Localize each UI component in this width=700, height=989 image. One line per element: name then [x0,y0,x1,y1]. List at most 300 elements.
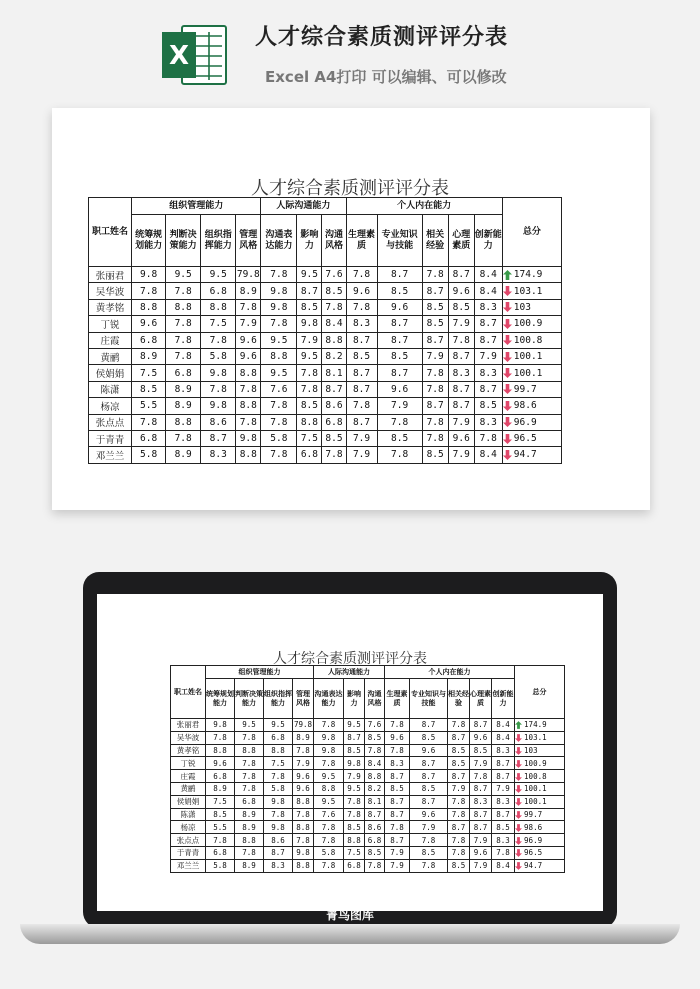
table-row [89,283,562,299]
score-cell: 8.5 [322,430,346,446]
table-row [89,447,562,463]
score-cell: 7.8 [448,846,470,859]
score-cell: 5.8 [261,430,297,446]
score-cell: 7.8 [314,719,344,732]
total-value: 94.7 [524,861,543,871]
total-cell [515,719,565,732]
score-cell: 5.8 [132,447,166,463]
score-cell: 7.8 [322,447,346,463]
score-cell: 7.8 [385,744,410,757]
score-cell: 8.3 [492,795,515,808]
arrow-down-icon [515,811,522,819]
score-cell: 7.8 [235,770,264,783]
total-value: 103 [513,301,531,313]
score-cell: 79.8 [236,267,261,283]
employee-name: 庄霞 [171,770,206,783]
score-cell: 7.8 [365,859,385,872]
arrow-down-icon [503,335,512,345]
score-cell: 9.8 [201,398,236,414]
score-cell: 9.6 [206,757,235,770]
score-cell: 7.8 [261,447,297,463]
score-cell: 9.5 [314,770,344,783]
column-header: 统筹规划能力 [206,679,235,719]
score-cell: 7.8 [422,267,448,283]
column-header: 心理素质 [470,679,492,719]
score-cell: 8.4 [492,859,515,872]
score-cell: 8.7 [448,770,470,783]
table-row [89,267,562,283]
score-cell: 6.8 [206,846,235,859]
total-value: 174.9 [524,720,547,730]
score-cell: 8.3 [346,316,377,332]
score-cell: 8.7 [474,381,502,397]
score-cell: 7.8 [344,808,365,821]
score-cell: 7.9 [385,859,410,872]
score-cell: 6.8 [206,770,235,783]
score-cell: 5.5 [206,821,235,834]
score-cell: 8.7 [410,757,448,770]
total-value: 96.9 [513,416,537,428]
score-cell: 9.8 [236,430,261,446]
score-cell: 7.8 [422,430,448,446]
score-cell: 7.9 [346,430,377,446]
arrow-down-icon [515,734,522,742]
score-cell: 7.8 [166,348,201,364]
arrow-down-icon [503,401,512,411]
total-value: 100.9 [524,758,547,768]
score-cell: 8.5 [422,447,448,463]
employee-name: 黄鹂 [171,782,206,795]
score-cell: 7.9 [448,447,474,463]
employee-name: 张点点 [89,414,132,430]
table-row [89,365,562,381]
score-cell: 79.8 [293,720,313,730]
score-cell: 8.7 [448,381,474,397]
total-cell [515,744,565,757]
score-cell: 8.5 [410,731,448,744]
score-cell: 7.8 [322,299,346,315]
score-cell: 9.6 [470,731,492,744]
score-cell: 9.6 [346,283,377,299]
score-cell: 8.5 [377,348,422,364]
score-cell: 7.5 [297,430,322,446]
score-cell: 7.8 [314,834,344,847]
score-cell: 7.9 [297,332,322,348]
table-row [171,757,565,770]
score-cell: 7.8 [314,821,344,834]
score-cell: 6.8 [322,414,346,430]
score-cell: 9.5 [261,332,297,348]
score-cell: 7.8 [377,414,422,430]
score-cell: 8.5 [448,299,474,315]
score-cell: 8.8 [293,795,314,808]
employee-name: 黄鹂 [89,348,132,364]
score-cell: 7.9 [385,846,410,859]
score-cell: 8.7 [385,770,410,783]
score-cell: 8.8 [261,348,297,364]
arrow-down-icon [503,368,512,378]
column-header: 心理素质 [448,215,474,267]
score-cell: 6.8 [201,283,236,299]
score-cell: 8.7 [365,808,385,821]
total-cell [502,430,561,446]
score-cell: 8.8 [264,744,293,757]
arrow-down-icon [515,849,522,857]
table-row [171,782,565,795]
total-value: 98.6 [524,822,543,832]
group-header: 人际沟通能力 [314,666,385,679]
score-cell: 8.5 [474,398,502,414]
total-value: 174.9 [513,269,543,281]
score-cell: 8.5 [448,757,470,770]
score-cell: 8.8 [132,299,166,315]
score-cell: 8.7 [346,332,377,348]
employee-name: 邓兰兰 [89,447,132,463]
table-row [171,821,565,834]
employee-name: 侯娟娟 [89,365,132,381]
employee-name: 张丽君 [171,719,206,732]
table-row [89,332,562,348]
score-cell: 8.8 [201,299,236,315]
score-cell: 8.7 [492,757,515,770]
column-header: 创新能力 [492,679,515,719]
total-value: 98.6 [513,400,537,412]
score-cell: 6.8 [235,795,264,808]
table-row [89,348,562,364]
score-cell: 8.8 [297,414,322,430]
score-cell: 7.9 [346,447,377,463]
score-cell: 8.7 [492,808,515,821]
score-cell: 8.7 [448,398,474,414]
score-cell: 7.8 [293,834,314,847]
score-cell: 8.6 [264,834,293,847]
arrow-down-icon [515,773,522,781]
score-cell: 8.1 [365,795,385,808]
total-header: 总分 [502,198,561,267]
table-row [89,299,562,315]
score-cell: 7.9 [492,782,515,795]
score-cell: 7.8 [261,316,297,332]
arrow-down-icon [503,384,512,394]
score-cell: 7.9 [344,770,365,783]
arrow-down-icon [515,837,522,845]
score-cell: 8.4 [322,316,346,332]
score-cell: 9.6 [132,316,166,332]
score-cell: 8.7 [410,770,448,783]
score-cell: 8.5 [470,744,492,757]
score-cell: 8.3 [474,414,502,430]
column-header: 统筹规划能力 [132,215,166,267]
total-header: 总分 [515,666,565,719]
score-cell: 7.8 [492,846,515,859]
group-header: 个人内在能力 [385,666,515,679]
score-cell: 7.8 [235,782,264,795]
total-value: 100.8 [524,771,547,781]
score-cell: 8.7 [470,808,492,821]
score-cell: 8.9 [206,782,235,795]
page-subtitle: Excel A4打印 可以编辑、可以修改 [265,68,507,86]
score-cell: 8.3 [264,859,293,872]
arrow-down-icon [503,352,512,362]
score-cell: 8.9 [236,283,261,299]
employee-name: 于青青 [89,430,132,446]
score-cell: 8.7 [346,365,377,381]
score-cell: 8.3 [470,795,492,808]
table-row [171,719,565,732]
column-header: 相关经验 [448,679,470,719]
excel-icon [160,22,228,88]
group-header: 组织管理能力 [206,666,314,679]
score-cell: 9.5 [201,267,236,283]
score-cell: 9.6 [293,782,314,795]
group-header: 组织管理能力 [132,198,261,215]
score-cell: 9.6 [448,283,474,299]
arrow-down-icon [503,417,512,427]
score-cell: 7.8 [261,398,297,414]
column-header: 管理风格 [236,215,261,267]
score-cell: 6.8 [264,731,293,744]
total-value: 96.9 [524,835,543,845]
total-cell [515,834,565,847]
score-cell: 6.8 [344,859,365,872]
column-header: 沟通表达能力 [314,679,344,719]
total-value: 100.1 [513,351,543,363]
score-cell: 8.5 [297,398,322,414]
score-cell: 8.5 [365,731,385,744]
score-cell: 8.3 [201,447,236,463]
score-cell: 7.8 [235,757,264,770]
arrow-down-icon [503,302,512,312]
laptop-brand-label: 菁鸟图库 [325,908,374,922]
score-cell: 7.5 [201,316,236,332]
total-value: 96.5 [513,433,537,445]
score-cell: 8.5 [297,299,322,315]
score-cell: 8.4 [492,731,515,744]
score-cell: 8.8 [293,859,314,872]
arrow-down-icon [503,286,512,296]
arrow-up-icon [515,721,522,729]
score-cell: 8.8 [235,834,264,847]
score-cell: 8.7 [201,430,236,446]
score-cell: 8.5 [385,782,410,795]
arrow-down-icon [515,824,522,832]
employee-name: 侯娟娟 [171,795,206,808]
total-cell [502,316,561,332]
score-cell: 8.9 [166,398,201,414]
score-cell: 7.8 [297,381,322,397]
score-cell: 8.8 [236,365,261,381]
page-title: 人才综合素质测评评分表 [255,25,509,50]
score-cell: 9.8 [261,299,297,315]
employee-name: 张丽君 [89,267,132,283]
arrow-down-icon [515,798,522,806]
score-cell: 8.9 [235,808,264,821]
score-cell: 7.8 [166,332,201,348]
score-cell: 7.8 [410,834,448,847]
score-cell: 7.8 [293,808,314,821]
table-row [89,398,562,414]
score-cell: 8.7 [264,846,293,859]
score-cell: 8.8 [206,744,235,757]
name-header: 职工姓名 [89,198,132,267]
total-value: 103.1 [524,733,547,743]
score-cell: 7.5 [344,846,365,859]
score-cell: 7.9 [410,821,448,834]
column-header: 沟通表达能力 [261,215,297,267]
score-cell: 7.8 [346,398,377,414]
employee-name: 庄霞 [89,332,132,348]
score-cell: 8.5 [422,299,448,315]
score-cell: 7.9 [470,834,492,847]
arrow-down-icon [515,747,522,755]
score-cell: 8.7 [422,332,448,348]
score-cell: 7.8 [377,447,422,463]
employee-name: 黄孝铭 [171,744,206,757]
score-cell: 9.8 [132,267,166,283]
total-cell [502,283,561,299]
score-cell: 8.5 [206,808,235,821]
score-cell: 8.7 [470,719,492,732]
score-cell: 7.9 [448,782,470,795]
score-cell: 7.8 [448,808,470,821]
column-header: 判断决策能力 [166,215,201,267]
score-cell: 8.5 [422,316,448,332]
score-cell: 5.8 [264,782,293,795]
score-cell: 8.1 [322,365,346,381]
score-cell: 8.7 [470,782,492,795]
score-cell: 6.8 [132,332,166,348]
score-cell: 7.6 [322,267,346,283]
score-cell: 7.8 [344,795,365,808]
score-cell: 8.7 [474,316,502,332]
score-cell: 5.8 [314,846,344,859]
score-cell: 8.7 [474,332,502,348]
table-row [171,744,565,757]
score-cell: 8.5 [492,821,515,834]
excel-icon-letter: X [168,41,190,71]
table-row [171,859,565,872]
score-cell: 8.9 [166,381,201,397]
table-row [171,834,565,847]
score-cell: 8.3 [385,757,410,770]
column-header: 沟通风格 [365,679,385,719]
column-header: 沟通风格 [322,215,346,267]
score-cell: 7.5 [264,757,293,770]
score-cell: 8.4 [474,267,502,283]
column-header: 影响力 [344,679,365,719]
score-cell: 8.8 [365,770,385,783]
score-cell: 8.3 [474,299,502,315]
score-cell: 7.8 [474,430,502,446]
score-cell: 8.8 [293,821,314,834]
score-cell: 7.8 [261,267,297,283]
column-header: 管理风格 [293,679,314,719]
score-cell: 9.8 [293,846,314,859]
column-header: 组织指挥能力 [264,679,293,719]
score-cell: 9.5 [261,365,297,381]
score-cell: 7.8 [132,283,166,299]
score-cell: 8.3 [474,365,502,381]
score-cell: 8.2 [322,348,346,364]
score-cell: 8.7 [448,348,474,364]
score-cell: 7.8 [346,299,377,315]
score-cell: 6.8 [166,365,201,381]
arrow-up-icon [503,270,512,280]
score-cell: 7.8 [448,719,470,732]
score-cell: 7.8 [385,821,410,834]
score-cell: 8.7 [346,381,377,397]
total-cell [502,348,561,364]
group-header: 个人内在能力 [346,198,502,215]
total-cell [515,782,565,795]
score-table [88,197,562,464]
score-cell: 8.5 [410,782,448,795]
total-cell [515,808,565,821]
score-cell: 8.5 [132,381,166,397]
score-cell: 8.5 [344,744,365,757]
score-cell: 7.8 [236,381,261,397]
score-cell: 7.6 [314,808,344,821]
score-cell: 8.7 [344,731,365,744]
score-cell: 8.5 [377,283,422,299]
score-cell: 6.8 [297,447,322,463]
score-cell: 7.8 [346,267,377,283]
score-cell: 8.7 [448,821,470,834]
score-cell: 7.8 [206,731,235,744]
score-cell: 8.7 [385,808,410,821]
score-cell: 7.8 [236,299,261,315]
score-cell: 8.8 [314,782,344,795]
total-value: 99.7 [524,809,543,819]
column-header: 组织指挥能力 [201,215,236,267]
total-cell [502,365,561,381]
score-cell: 9.6 [377,381,422,397]
table-row [171,770,565,783]
score-cell: 7.8 [235,846,264,859]
score-cell: 7.8 [166,283,201,299]
score-cell: 7.8 [261,414,297,430]
score-cell: 7.8 [201,332,236,348]
score-cell: 9.6 [385,731,410,744]
arrow-down-icon [515,760,522,768]
score-cell: 8.4 [492,719,515,732]
score-cell: 8.6 [201,414,236,430]
column-header: 专业知识与技能 [410,679,448,719]
score-cell: 5.5 [132,398,166,414]
score-cell: 7.8 [314,859,344,872]
score-cell: 7.8 [422,365,448,381]
total-cell [515,770,565,783]
score-cell: 7.8 [206,834,235,847]
score-cell: 7.8 [132,414,166,430]
score-cell: 8.4 [474,447,502,463]
employee-name: 丁锐 [89,316,132,332]
score-cell: 8.5 [344,821,365,834]
employee-name: 丁锐 [171,757,206,770]
score-cell: 7.8 [410,859,448,872]
score-cell: 9.8 [261,283,297,299]
total-cell [515,859,565,872]
table-row [89,316,562,332]
score-cell: 8.9 [293,731,314,744]
total-value: 96.5 [524,848,543,858]
laptop-sheet-title: 人才综合素质测评评分表 [273,651,427,667]
score-cell: 5.8 [201,348,236,364]
table-row [171,731,565,744]
score-cell: 8.7 [422,398,448,414]
employee-name: 吴华波 [89,283,132,299]
score-cell: 8.4 [474,283,502,299]
